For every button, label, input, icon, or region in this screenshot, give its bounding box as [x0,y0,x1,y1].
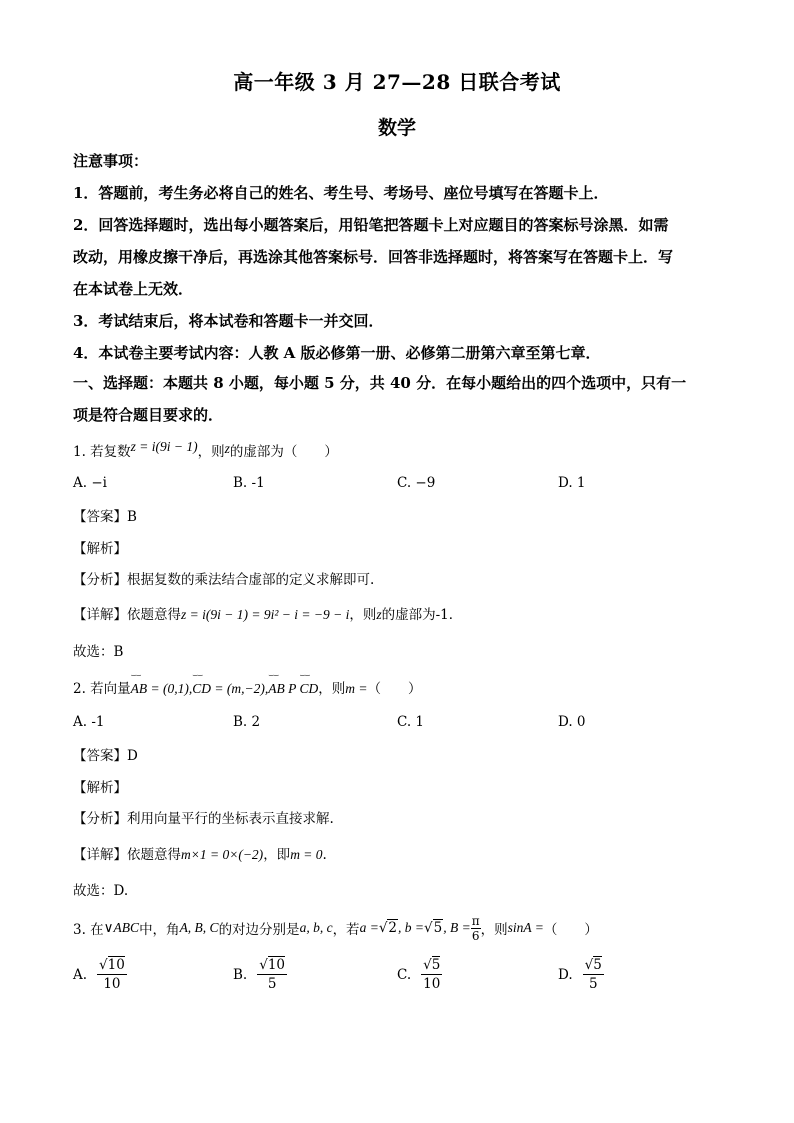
question-3-cond-b: , b = [398,920,425,935]
question-3-sides: a, b, c [299,920,333,935]
question-2-analysis-label: 【解析】 [73,780,127,796]
question-3-suffix: ，则 [480,922,508,938]
question-2-var: m = [345,681,368,696]
question-3-triangle: ∨ABC [103,920,140,935]
question-3-option-a [73,956,127,993]
question-1-choice: 故选：B [73,644,124,660]
question-2-detail-expression-2: m = 0 [290,847,323,862]
exam-subject: 数学 [377,117,416,139]
option-d-label: D. [558,966,573,983]
question-2-vector-ab-2: ⌣⌣ AB [268,681,285,697]
question-2-detail-suffix: . [322,847,327,863]
question-1-var: z [224,441,230,456]
question-2-stem [73,677,422,697]
notice-item-2-line-3: 在本试卷上无效． [73,280,194,298]
question-1-option-b: B. -1 [233,475,265,491]
question-2-fenxi: 【分析】利用向量平行的坐标表示直接求解. [73,811,334,827]
question-3-prefix: 3. 在 [73,922,104,938]
notice-item-1: 1．答题前，考生务必将自己的姓名、考生号、考场号、座位号填写在答题卡上． [73,184,609,202]
option-d-fraction: $\frac{√5}{5}$ [584,957,602,992]
question-1-suffix: ，则 [197,444,225,460]
question-1-detail-suffix: 的虚部为-1． [381,607,463,623]
question-2-option-a: A. -1 [73,714,105,730]
question-1-answer: 【答案】B [73,509,137,525]
question-1-prefix: 1. 若复数 [73,444,131,460]
question-2-cd-value: = (m,−2), [211,681,269,696]
section-heading-line-1: 一、选择题：本题共 8 小题，每小题 5 分，共 40 分．在每小题给出的四个选项中，只有一 [73,374,687,392]
question-3-option-d [558,956,604,993]
question-1-option-d: D. 1 [558,475,586,491]
question-3-target: sinA = [507,920,544,935]
question-3-suffix-2: （ ） [543,922,598,938]
question-1-fenxi: 【分析】根据复数的乘法结合虚部的定义求解即可. [73,572,375,588]
question-2-answer: 【答案】D [73,748,138,764]
question-2-option-b: B. 2 [233,714,261,730]
notice-item-3: 3．考试结束后，将本试卷和答题卡一并交回． [73,312,384,330]
question-2-option-c: C. 1 [397,714,425,730]
notice-heading: 注意事项： [73,152,149,170]
option-b-label: B. [233,966,248,983]
question-3-mid-2: 的对边分别是 [218,922,300,938]
question-2-relation: P [284,681,300,696]
question-2-ab-value: = (0,1), [147,681,193,696]
question-1-expression: z = i(9i − 1) [130,439,198,454]
question-1-option-a: A. −i [73,475,107,491]
question-2-detail-expression: m×1 = 0×(−2) [181,847,264,862]
question-2-suffix-2: （ ） [367,681,422,697]
question-2-vector-cd: ⌣⌣ CD [192,681,211,697]
question-1-suffix-2: 的虚部为（ ） [229,444,338,460]
question-3-option-c [397,956,442,993]
question-1-detail-expression: z = i(9i − 1) = 9i² − i = −9 − i [181,607,350,622]
exam-title: 高一年级 3 月 27—28 日联合考试 [233,70,561,94]
question-1-detail-var: z [376,607,382,622]
option-a-fraction: $\frac{√10}{10}$ [99,957,125,992]
question-3-angles: A, B, C [179,920,219,935]
question-2-choice: 故选：D. [73,883,129,899]
question-1-stem [73,440,338,460]
notice-item-2-line-1: 2．回答选择题时，选出每小题答案后，用铅笔把答题卡上对应题目的答案标号涂黑．如需 [73,216,669,234]
question-1-detail-prefix: 【详解】依题意得 [73,607,181,623]
question-2-vector-cd-2: ⌣⌣ CD [300,681,319,697]
option-b-fraction: $\frac{√10}{5}$ [259,957,286,992]
sqrt-2: √2 [378,920,398,936]
section-heading-line-2: 项是符合题目要求的． [73,406,224,424]
question-2-prefix: 2. 若向量 [73,681,131,697]
question-2-suffix: ，则 [318,681,346,697]
question-3-mid-1: 中，角 [139,922,180,938]
question-1-detail [73,603,462,623]
question-2-detail-prefix: 【详解】依题意得 [73,847,181,863]
sqrt-5: √5 [424,920,443,936]
question-2-option-d: D. 0 [558,714,586,730]
question-3-mid-3: ，若 [332,922,360,938]
notice-item-4: 4．本试卷主要考试内容：人教 A 版必修第一册、必修第二册第六章至第七章． [73,344,601,362]
option-a-label: A. [73,966,88,983]
question-2-vector-ab: ⌣⌣ AB [131,681,148,697]
notice-item-2-line-2: 改动，用橡皮擦干净后，再选涂其他答案标号．回答非选择题时，将答案写在答题卡上．写 [73,248,674,266]
option-c-fraction: $\frac{√5}{10}$ [423,957,441,992]
question-3-option-b [233,956,287,993]
option-c-label: C. [397,966,412,983]
question-3-cond-B: , B = [443,920,471,935]
question-1-analysis-label: 【解析】 [73,541,127,557]
pi-over-6: $\frac{\pi}{6}$ [471,913,480,943]
question-3-cond-a: a = [359,920,379,935]
question-3-stem [73,910,598,946]
question-2-detail-mid: ，即 [263,847,291,863]
question-1-detail-mid: ，则 [349,607,377,623]
question-2-detail [73,843,327,863]
question-1-option-c: C. −9 [397,475,436,491]
